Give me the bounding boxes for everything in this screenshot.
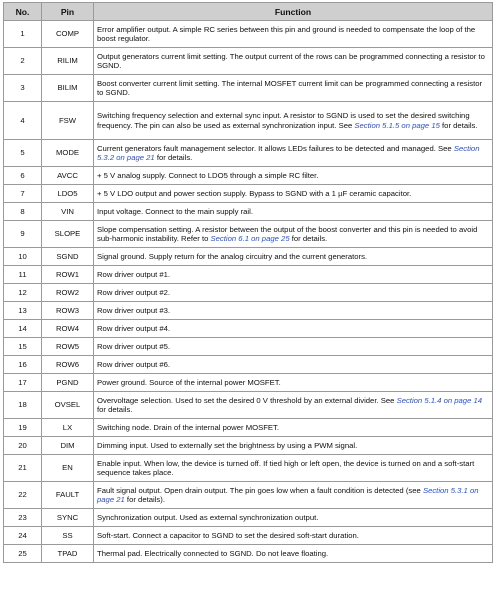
pin-function-cell [94, 248, 493, 266]
pin-number-cell: 16 [4, 356, 42, 374]
pin-name-cell: FAULT [42, 482, 94, 509]
pin-name-cell: ROW4 [42, 320, 94, 338]
pin-function-cell [94, 455, 493, 482]
function-text: Switching frequency selection and external sync input. A resistor to SGND is used to set the desired switching frequency. The pin can also be used as external synchronization input. See [97, 111, 470, 130]
table-row [4, 302, 493, 320]
table-row [4, 21, 493, 48]
table-row [4, 221, 493, 248]
pin-function-cell [94, 509, 493, 527]
table-row [4, 75, 493, 102]
function-text: Current generators fault management selector. It allows LEDs failures to be detected and managed. See [97, 143, 454, 153]
function-text: for details. [289, 234, 328, 243]
table-row [4, 437, 493, 455]
pin-name-cell: OVSEL [42, 392, 94, 419]
pin-name-cell: SGND [42, 248, 94, 266]
table-row [4, 419, 493, 437]
pin-function-cell [94, 102, 493, 140]
table-row [4, 266, 493, 284]
pin-function-cell [94, 374, 493, 392]
pin-function-cell [94, 185, 493, 203]
function-text: Row driver output #1. [97, 269, 171, 279]
function-text: Switching node. Drain of the internal power MOSFET. [97, 422, 280, 432]
function-text: Signal ground. Supply return for the analog circuitry and the current generators. [97, 251, 368, 261]
pin-name-cell: BILIM [42, 75, 94, 102]
pin-number-cell: 4 [4, 102, 42, 140]
header-pin: Pin [42, 3, 94, 21]
function-text: Overvoltage selection. Used to set the desired 0 V threshold by an external divider. See [97, 395, 397, 405]
table-row [4, 320, 493, 338]
pin-function-cell [94, 320, 493, 338]
pin-name-cell: ROW3 [42, 302, 94, 320]
pin-number-cell: 1 [4, 21, 42, 48]
function-text: Soft-start. Connect a capacitor to SGND to set the desired soft-start duration. [97, 530, 359, 540]
pin-description-table-container [3, 2, 492, 563]
pin-name-cell: ROW6 [42, 356, 94, 374]
pin-number-cell: 20 [4, 437, 42, 455]
pin-function-cell [94, 140, 493, 167]
function-text: Thermal pad. Electrically connected to SGND. Do not leave floating. [97, 548, 329, 558]
function-text: for details). [124, 495, 165, 504]
pin-number-cell: 12 [4, 284, 42, 302]
pin-function-cell [94, 392, 493, 419]
table-row [4, 167, 493, 185]
table-row [4, 284, 493, 302]
function-text: + 5 V analog supply. Connect to LDO5 through a simple RC filter. [97, 170, 319, 180]
function-text: for details. [154, 153, 193, 162]
function-text: Row driver output #4. [97, 323, 171, 333]
pin-number-cell: 21 [4, 455, 42, 482]
table-header-row [4, 3, 493, 21]
pin-number-cell: 22 [4, 482, 42, 509]
pin-name-cell: ROW1 [42, 266, 94, 284]
pin-name-cell: VIN [42, 203, 94, 221]
pin-name-cell: SS [42, 527, 94, 545]
pin-name-cell: AVCC [42, 167, 94, 185]
pin-name-cell: LDO5 [42, 185, 94, 203]
pin-function-cell [94, 48, 493, 75]
pin-function-cell [94, 419, 493, 437]
pin-function-cell [94, 302, 493, 320]
table-row [4, 374, 493, 392]
table-row [4, 203, 493, 221]
pin-function-cell [94, 75, 493, 102]
pin-name-cell: SLOPE [42, 221, 94, 248]
function-text: Row driver output #5. [97, 341, 171, 351]
pin-number-cell: 10 [4, 248, 42, 266]
pin-number-cell: 17 [4, 374, 42, 392]
section-reference-link[interactable]: Section 5.1.5 on page 15 [354, 120, 440, 130]
table-row [4, 185, 493, 203]
table-row [4, 482, 493, 509]
table-row [4, 248, 493, 266]
function-text: Fault signal output. Open drain output. The pin goes low when a fault condition is detected (see [97, 485, 423, 495]
section-reference-link[interactable]: Section 6.1 on page 25 [210, 234, 290, 243]
pin-name-cell: ROW5 [42, 338, 94, 356]
pin-name-cell: SYNC [42, 509, 94, 527]
pin-function-cell [94, 545, 493, 563]
pin-description-table [3, 2, 493, 563]
function-text: Output generators current limit setting. The output current of the rows can be programmed connecting a resistor to SGND. [97, 51, 485, 70]
pin-name-cell: DIM [42, 437, 94, 455]
pin-function-cell [94, 167, 493, 185]
function-text: Row driver output #6. [97, 359, 171, 369]
function-text: Input voltage. Connect to the main supply rail. [97, 206, 253, 216]
pin-name-cell: PGND [42, 374, 94, 392]
pin-number-cell: 11 [4, 266, 42, 284]
pin-number-cell: 25 [4, 545, 42, 563]
function-text: Power ground. Source of the internal power MOSFET. [97, 377, 281, 387]
pin-number-cell: 2 [4, 48, 42, 75]
function-text: + 5 V LDO output and power section supply. Bypass to SGND with a 1 µF ceramic capacitor. [97, 188, 412, 198]
function-text: for details. [97, 405, 133, 414]
function-text: Row driver output #2. [97, 287, 171, 297]
pin-function-cell [94, 527, 493, 545]
pin-name-cell: MODE [42, 140, 94, 167]
pin-number-cell: 23 [4, 509, 42, 527]
table-body [4, 21, 493, 563]
pin-function-cell [94, 356, 493, 374]
table-row [4, 509, 493, 527]
pin-function-cell [94, 284, 493, 302]
pin-number-cell: 15 [4, 338, 42, 356]
function-text: Boost converter current limit setting. The internal MOSFET current limit can be programmed connecting a resistor to SGND. [97, 78, 483, 97]
pin-name-cell: LX [42, 419, 94, 437]
function-text: Synchronization output. Used as external synchronization output. [97, 512, 319, 522]
table-row [4, 527, 493, 545]
pin-function-cell [94, 203, 493, 221]
pin-function-cell [94, 266, 493, 284]
table-row [4, 48, 493, 75]
header-no: No. [4, 3, 42, 21]
pin-number-cell: 24 [4, 527, 42, 545]
section-reference-link[interactable]: Section 5.3.1 on page 21 [97, 485, 479, 504]
function-text: Row driver output #3. [97, 305, 171, 315]
header-function: Function [94, 3, 493, 21]
pin-number-cell: 5 [4, 140, 42, 167]
pin-function-cell [94, 21, 493, 48]
table-row [4, 356, 493, 374]
pin-number-cell: 3 [4, 75, 42, 102]
table-row [4, 140, 493, 167]
function-text: for details. [439, 120, 478, 130]
function-text: Slope compensation setting. A resistor between the output of the boost converter and this pin is needed to avoid sub-harmonic instability. Refer to [97, 224, 478, 243]
table-row [4, 455, 493, 482]
pin-number-cell: 13 [4, 302, 42, 320]
table-row [4, 545, 493, 563]
pin-name-cell: EN [42, 455, 94, 482]
pin-number-cell: 8 [4, 203, 42, 221]
pin-number-cell: 19 [4, 419, 42, 437]
pin-number-cell: 7 [4, 185, 42, 203]
pin-name-cell: COMP [42, 21, 94, 48]
pin-function-cell [94, 338, 493, 356]
pin-name-cell: RILIM [42, 48, 94, 75]
function-text: Dimming input. Used to externally set the brightness by using a PWM signal. [97, 440, 358, 450]
pin-function-cell [94, 221, 493, 248]
pin-name-cell: TPAD [42, 545, 94, 563]
pin-name-cell: FSW [42, 102, 94, 140]
pin-function-cell [94, 437, 493, 455]
pin-function-cell [94, 482, 493, 509]
pin-number-cell: 14 [4, 320, 42, 338]
table-row [4, 392, 493, 419]
pin-number-cell: 9 [4, 221, 42, 248]
section-reference-link[interactable]: Section 5.1.4 on page 14 [396, 395, 483, 405]
function-text: Enable input. When low, the device is turned off. If tied high or left open, the device is turned on and a soft-start sequence takes place. [97, 458, 475, 477]
table-row [4, 338, 493, 356]
pin-number-cell: 6 [4, 167, 42, 185]
function-text: Error amplifier output. A simple RC series between this pin and ground is needed to compensate the loop of the boost regulator. [97, 24, 476, 43]
pin-name-cell: ROW2 [42, 284, 94, 302]
table-row [4, 102, 493, 140]
section-reference-link[interactable]: Section 5.3.2 on page 21 [97, 143, 480, 162]
pin-number-cell: 18 [4, 392, 42, 419]
